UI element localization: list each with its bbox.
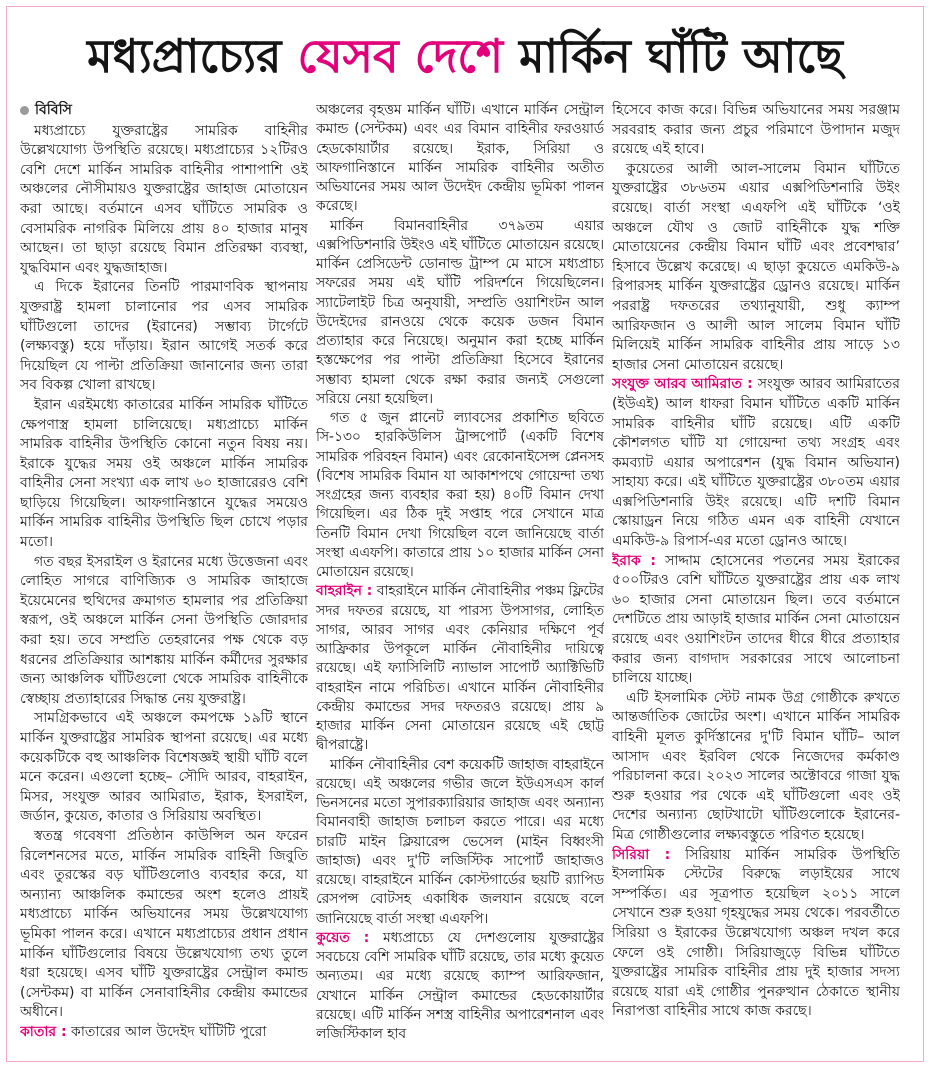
section-label-syria: সিরিয়া : <box>612 846 671 863</box>
section-text-iraq: সাদ্দাম হোসেনের পতনের সময় ইরাকের ৫০০টিরও বেশি ঘাঁটিতে যুক্তরাষ্ট্রের প্রায় এক লাখ ৬০ হাজার সেনা মোতায়েন ছিল। তবে বর্তমানে দেশটিতে প্রায় আড়াই হাজার মার্কিন সেনা মোতায়েন রয়েছে এবং ওয়াশিংটন তাদের ধীরে ধীরে প্রত্যাহার করার জন্য বাগদাদ সরকারের সাথে আলোচনা চালিয়ে যাচ্ছে। <box>612 552 900 687</box>
section-kuwait <box>316 929 604 1045</box>
article-paragraph: সামগ্রিকভাবে এই অঞ্চলে কমপক্ষে ১৯টি স্থানে মার্কিন যুক্তরাষ্ট্রের সামরিক স্থাপনা রয়েছে। এর মধ্যে কয়েকটিকে বহু আঞ্চলিক বিশেষজ্ঞই স্থায়ী ঘাঁটি বলে মনে করেন। এগুলো হচ্ছে– সৌদি আরব, বাহরাইন, মিসর, সংযুক্ত আরব আমিরাত, ইরাক, ইসরাইল, জর্ডান, কুয়েত, কাতার ও সিরিয়ায় অবস্থিত। <box>20 710 308 825</box>
article-paragraph: গত বছর ইসরাইল ও ইরানের মধ্যে উত্তেজনা এবং লোহিত সাগরে বাণিজ্যিক ও সামরিক জাহাজে ইয়েমেনের হুথিদের ক্রমাগত হামলার পর প্রতিক্রিয়া স্বরূপ, ওই অঞ্চলে মার্কিন সেনা উপস্থিতি জোরদার করা হয়। তবে সম্প্রতি তেহরানের পক্ষ থেকে বড় ধরনের প্রতিক্রিয়ার আশঙ্কায় মার্কিন কর্মীদের সুরক্ষার জন্য আঞ্চলিক ঘাঁটিগুলো থেকে সামরিক বাহিনীকে স্বেচ্ছায় প্রত্যাহারের সিদ্ধান্ত নেয় যুক্তরাষ্ট্র। <box>20 553 308 707</box>
section-qatar <box>20 1023 308 1043</box>
article-paragraph: ইরান এরইমধ্যে কাতারের মার্কিন সামরিক ঘাঁটিতে ক্ষেপণাস্ত্র হামলা চালিয়েছে। মধ্যপ্রাচ্যে মার্কিন সামরিক বাহিনীর উপস্থিতি কোনো নতুন বিষয় নয়। ইরাকে যুদ্ধের সময় ওই অঞ্চলে মার্কিন সামরিক বাহিনীর সেনা সংখ্যা এক লাখ ৬০ হাজারেরও বেশি ছাড়িয়ে গিয়েছিল। আফগানিস্তানে যুদ্ধের সময়েও মার্কিন সামরিক বাহিনীর উপস্থিতি ছিল চোখে পড়ার মতো। <box>20 396 308 551</box>
byline-source: বিবিসি <box>35 102 72 118</box>
article-paragraph-continued: অঞ্চলের বৃহত্তম মার্কিন ঘাঁটি। এখানে মার্কিন সেন্ট্রাল কমান্ড (সেন্টকম) এবং এর বিমান বাহিনীর ফরওয়ার্ড হেডকোয়ার্টার রয়েছে। ইরাক, সিরিয়া ও আফগানিস্তানে মার্কিন সামরিক বাহিনীর অতীত অভিযানের সময় আল উদেইদ কেন্দ্রীয় ভূমিকা পালন করেছে। <box>316 102 604 215</box>
article-column-1 <box>20 101 308 1051</box>
article-paragraph: মার্কিন বিমানবাহিনীর ৩৭৯তম এয়ার এক্সপিডিশনারি উইংও এই ঘাঁটিতে মোতায়েন রয়েছে। মার্কিন প্রেসিডেন্ট ডোনাল্ড ট্রাম্প মে মাসে মধ্যপ্রাচ্য সফরের সময় এই ঘাঁটি পরিদর্শনে গিয়েছিলেন। স্যাটেলাইট চিত্র অনুযায়ী, সম্প্রতি ওয়াশিংটন আল উদেইদের রানওয়ে থেকে কয়েক ডজন বিমান প্রত্যাহার করে নিয়েছে। অনুমান করা হচ্ছে মার্কিন হস্তক্ষেপের পর পাল্টা প্রতিক্রিয়া হিসেবে ইরানের সম্ভাব্য হামলা থেকে রক্ষা করার জন্যই সেগুলো সরিয়ে নেয়া হয়েছিল। <box>316 217 604 407</box>
headline-part-2: মার্কিন ঘাঁটি আছে <box>519 29 843 83</box>
section-text-syria: সিরিয়ায় মার্কিন সামরিক উপস্থিতি ইসলামিক স্টেটের বিরুদ্ধে লড়াইয়ের সাথে সম্পর্কিত। এর সূত্রপাত হয়েছিল ২০১১ সালে সেখানে শুরু হওয়া গৃহযুদ্ধের সময় থেকে। পরবর্তীতে সিরিয়া ও ইরাকের উল্লেখযোগ্য অঞ্চল দখল করে ফেলে ওই গোষ্ঠী। সিরিয়াজুড়ে বিভিন্ন ঘাঁটিতে যুক্তরাষ্ট্রের সামরিক বাহিনীর প্রায় দুই হাজার সদস্য রয়েছে যারা এই গোষ্ঠীর পুনরুত্থান ঠেকাতে স্থানীয় নিরাপত্তা বাহিনীর সাথে কাজ করছে। <box>612 846 900 1020</box>
article-column-2 <box>316 101 604 1051</box>
headline-part-1: মধ্যপ্রাচ্যের <box>87 29 282 83</box>
section-iraq <box>612 552 900 689</box>
article-paragraph-continued: হিসেবে কাজ করে। বিভিন্ন অভিযানের সময় সরঞ্জাম সরবরাহ করার জন্য প্রচুর পরিমাণে উপাদান মজুদ রয়েছে এই হাবে। <box>612 102 900 158</box>
article-column-3 <box>612 101 900 1051</box>
article-paragraph: স্বতন্ত্র গবেষণা প্রতিষ্ঠান কাউন্সিল অন ফরেন রিলেশনসের মতে, মার্কিন সামরিক বাহিনী জিবুতি এবং তুরস্কের বড় ঘাঁটিগুলোও ব্যবহার করে, যা অন্যান্য আঞ্চলিক কমান্ডের অংশ হলেও প্রায়ই মধ্যপ্রাচ্যে মার্কিন অভিযানের সময় উল্লেখযোগ্য ভূমিকা পালন করে। এখানে মধ্যপ্রাচ্যের প্রধান প্রধান মার্কিন ঘাঁটিগুলোর বিষয়ে উল্লেখযোগ্য তথ্য তুলে ধরা হয়েছে। এসব ঘাঁটি যুক্তরাষ্ট্রের সেন্ট্রাল কমান্ড (সেন্টকম) বা মার্কিন সেনাবাহিনীর কেন্দ্রীয় কমান্ডের অধীনে। <box>20 827 308 1021</box>
article-paragraph: গত ৫ জুন প্লানেট ল্যাবসের প্রকাশিত ছবিতে সি-১৩০ হারকিউলিস ট্রান্সপোর্ট (একটি বিশেষ সামরিক পরিবহন বিমান) এবং রেকোনাইসেন্স প্লেনসহ (বিশেষ সামরিক বিমান যা আকাশপথে গোয়েন্দা তথ্য সংগ্রহের জন্য ব্যবহার করা হয়) ৪০টি বিমান দেখা গিয়েছিল। এর ঠিক দুই সপ্তাহ পরে সেখানে মাত্র তিনটি বিমান দেখা গিয়েছিল বলে জানিয়েছে বার্তা সংস্থা এএফপি। কাতারে প্রায় ১০ হাজার মার্কিন সেনা মোতায়েন রয়েছে। <box>316 410 604 580</box>
section-uae <box>612 375 900 551</box>
section-label-kuwait: কুয়েত : <box>316 929 370 946</box>
article-paragraph: মধ্যপ্রাচ্যে যুক্তরাষ্ট্রের সামরিক বাহিনীর উল্লেখযোগ্য উপস্থিতি রয়েছে। মধ্যপ্রাচ্যের ১২টিরও বেশি দেশে মার্কিন সামরিক বাহিনীর পাশাপাশি ওই অঞ্চলের নৌসীমায়ও যুক্তরাষ্ট্রের জাহাজ মোতায়েন করা আছে। বর্তমানে এসব ঘাঁটিতে সামরিক ও বেসামরিক নাগরিক মিলিয়ে প্রায় ৪০ হাজার মানুষ আছেন। তা ছাড়া রয়েছে বিমান প্রতিরক্ষা ব্যবস্থা, যুদ্ধবিমান এবং যুদ্ধজাহাজ। <box>20 122 308 276</box>
section-syria <box>612 846 900 1022</box>
section-text-bahrain: বাহরাইনে মার্কিন নৌবাহিনীর পঞ্চম ফ্লিটের সদর দফতর রয়েছে, যা পারস্য উপসাগর, লোহিত সাগর, আরব সাগর এবং কেনিয়ার দক্ষিণে পূর্ব আফ্রিকার উপকূলে মার্কিন নৌবাহিনীর দায়িত্বে রয়েছে। এই ফ্যাসিলিটি ন্যাভাল সাপোর্ট অ্যাক্টিভিটি বাহরাইন নামে পরিচিত। এখানে মার্কিন নৌবাহিনীর কেন্দ্রীয় কমান্ডের সদর দফতরও রয়েছে। প্রায় ৯ হাজার মার্কিন সেনা মোতায়েন রয়েছে এই ছোট্ট দ্বীপরাষ্ট্রে। <box>316 583 604 754</box>
byline <box>20 101 308 121</box>
article-paragraph: এটি ইসলামিক স্টেট নামক উগ্র গোষ্ঠীকে রুখতে আন্তর্জাতিক জোটের অংশ। এখানে মার্কিন সামরিক বাহিনী মূলত কুর্দিস্তানের দু'টি বিমান ঘাঁটি– আল আসাদ এবং ইরবিল থেকে নিজেদের কর্মকাণ্ড পরিচালনা করে। ২০২৩ সালের অক্টোবরে গাজা যুদ্ধ শুরু হওয়ার পর থেকে এই ঘাঁটিগুলো এবং ওই দেশের অন্যান্য ছোটখাটো ঘাঁটিগুলোকে ইরানের-মিত্র গোষ্ঠীগুলোর লক্ষ্যবস্তুতে পরিণত হয়েছে। <box>612 689 900 843</box>
section-label-uae: সংযুক্ত আরব আমিরাত : <box>612 376 753 393</box>
section-text-kuwait: মধ্যপ্রাচ্যে যে দেশগুলোয় যুক্তরাষ্ট্রের সবচেয়ে বেশি সামরিক ঘাঁটি রয়েছে, তার মধ্যে কুয়েত অন্যতম। এর মধ্যে রয়েছে ক্যাম্প আরিফজান, যেখানে মার্কিন সেন্ট্রাল কমান্ডের হেডকোয়ার্টার রয়েছে। এটি মার্কিন সশস্ত্র বাহিনীর অপারেশনাল এবং লজিস্টিকাল হাব <box>316 929 604 1042</box>
section-label-qatar: কাতার : <box>20 1023 67 1040</box>
section-label-iraq: ইরাক : <box>612 552 657 569</box>
article-paragraph: মার্কিন নৌবাহিনীর বেশ কয়েকটি জাহাজ বাহরাইনে রয়েছে। এই অঞ্চলের গভীর জলে ইউএসএস কার্ল ভিনসনের মতো সুপারক্যারিয়ার জাহাজ এবং অন্যান্য বিমানবাহী জাহাজ চলাচল করতে পারে। এর মধ্যে চারটি মাইন ক্লিয়ারেন্স ভেসেল (মাইন বিধ্বংসী জাহাজ) এবং দু'টি লজিস্টিক সাপোর্ট জাহাজও রয়েছে। বাহরাইনে মার্কিন কোস্টগার্ডের ছয়টি র‍্যাপিড রেসপন্স বোটসহ একাধিক জলযান রয়েছে বলে জানিয়েছে বার্তা সংস্থা এএফপি। <box>316 756 604 927</box>
section-bahrain <box>316 582 604 755</box>
section-label-bahrain: বাহরাইন : <box>316 583 373 600</box>
section-text-uae: সংযুক্ত আরব আমিরাতের (ইউএই) আল ধাফরা বিমান ঘাঁটিতে একটি মার্কিন সামরিক বাহিনীর ঘাঁটি রয়েছে। এটি একটি কৌশলগত ঘাঁটি যা গোয়েন্দা তথ্য সংগ্রহ এবং কমব্যাট এয়ার অপারেশন (যুদ্ধ বিমান অভিযান) সাহায্য করে। এই ঘাঁটিতে যুক্তরাষ্ট্রের ৩৮০তম এয়ার এক্সপিডিশনারি উইং রয়েছে। এটি দশটি বিমান স্কোয়াড্রন নিয়ে গঠিত এমন এক বাহিনী যেখানে এমকিউ-৯ রিপার্স-এর মতো ড্রোনও আছে। <box>612 376 900 550</box>
headline <box>18 20 912 92</box>
article-paragraph: এ দিকে ইরানের তিনটি পারমাণবিক স্থাপনায় যুক্তরাষ্ট্র হামলা চালানোর পর এসব সামরিক ঘাঁটিগুলো তাদের (ইরানের) সম্ভাব্য টার্গেটে (লক্ষ্যবস্তু) হয়ে দাঁড়ায়। ইরান আগেই সতর্ক করে দিয়েছিল যে পাল্টা প্রতিক্রিয়া জানানোর জন্য তারা সব বিকল্প খোলা রাখছে। <box>20 279 308 394</box>
headline-highlight: যেসব দেশে <box>297 29 504 83</box>
article-paragraph: কুয়েতের আলী আল-সালেম বিমান ঘাঁটিতে যুক্তরাষ্ট্রের ৩৮৬তম এয়ার এক্সপিডিশনারি উইং রয়েছে। বার্তা সংস্থা এএফপি এই ঘাঁটিকে ‘ওই অঞ্চলে যৌথ ও জোট বাহিনীকে যুদ্ধ শক্তি মোতায়েনের কেন্দ্রীয় বিমান ঘাঁটি এবং প্রবেশদ্বার’ হিসাবে উল্লেখ করেছে। এ ছাড়া কুয়েতে এমকিউ-৯ রিপারসহ মার্কিন যুক্তরাষ্ট্রের ড্রোনও রয়েছে। মার্কিন পররাষ্ট্র দফতরের তথ্যানুযায়ী, শুধু ক্যাম্প আরিফজান ও আলী আল সালেম বিমান ঘাঁটি মিলিয়েই মার্কিন সামরিক বাহিনীর প্রায় সাড়ে ১৩ হাজার সেনা মোতায়েন রয়েছে। <box>612 160 900 373</box>
byline-bullet-icon <box>20 106 29 115</box>
section-text-qatar: কাতারের আল উদেইদ ঘাঁটিটি পুরো <box>71 1023 267 1040</box>
